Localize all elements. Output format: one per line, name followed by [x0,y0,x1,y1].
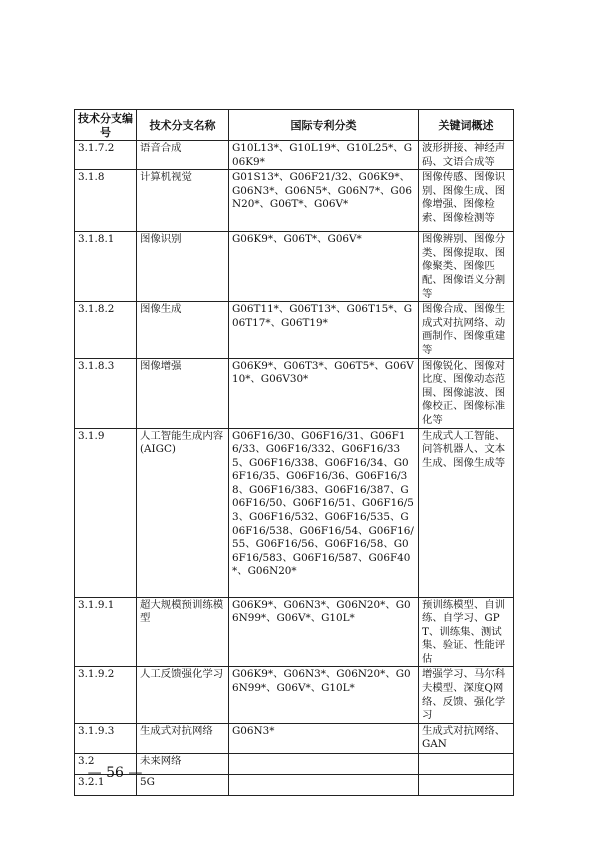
table-header-row [75,110,514,141]
cell-name: 生成式对抗网络 [137,723,229,753]
cell-code: 3.1.9.3 [75,723,137,753]
table-row [75,302,514,358]
cell-code: 3.1.8.1 [75,232,137,302]
patent-classification-table [74,109,514,796]
header-keywords: 关键词概述 [419,110,514,141]
cell-ipc: G06K9*、G06T3*、G06T5*、G06V10*、G06V30* [229,358,419,428]
cell-name: 图像生成 [137,302,229,358]
cell-ipc: G06K9*、G06N3*、G06N20*、G06N99*、G06V*、G10L* [229,667,419,723]
cell-name: 计算机视觉 [137,170,229,232]
table-row [75,141,514,170]
cell-code: 3.2.1 [75,774,137,795]
cell-name: 人工反馈强化学习 [137,667,229,723]
cell-keywords: 图像辨别、图像分类、图像提取、图像聚类、图像匹配、图像语义分割等 [419,232,514,302]
cell-ipc [229,774,419,795]
header-ipc: 国际专利分类 [229,110,419,141]
cell-ipc: G06K9*、G06N3*、G06N20*、G06N99*、G06V*、G10L* [229,597,419,667]
cell-ipc: G06F16/30、G06F16/31、G06F16/33、G06F16/332、G06F16/335、G06F16/338、G06F16/34、G06F16/35、G06F16/36、G06F16/38、G06F16/383、G06F16/387、G06F16/50、G06F16/51、G06F16/53、G06F16/532、G06F16/535、G06F16/538、G06F16/54、G06F16/55、G06F16/56、G06F16/58、G06F16/583、G06F16/587、G06F40*、G06N20* [229,428,419,597]
cell-code: 3.1.9.1 [75,597,137,667]
table-row [75,667,514,723]
table-row [75,428,514,597]
cell-name: 未来网络 [137,753,229,774]
cell-keywords: 图像传感、图像识别、图像生成、图像增强、图像检索、图像检测等 [419,170,514,232]
cell-code: 3.1.9.2 [75,667,137,723]
cell-code: 3.1.7.2 [75,141,137,170]
header-branch-code: 技术分支编号 [75,110,137,141]
cell-keywords [419,774,514,795]
cell-keywords: 波形拼接、神经声码、文语合成等 [419,141,514,170]
cell-code: 3.2 [75,753,137,774]
cell-code: 3.1.8.2 [75,302,137,358]
cell-ipc: G06N3* [229,723,419,753]
cell-name: 5G [137,774,229,795]
cell-name: 图像增强 [137,358,229,428]
cell-code: 3.1.9 [75,428,137,597]
cell-ipc: G01S13*、G06F21/32、G06K9*、G06N3*、G06N5*、G06N7*、G06N20*、G06T*、G06V* [229,170,419,232]
table-row [75,232,514,302]
table-row [75,597,514,667]
cell-name: 超大规模预训练模型 [137,597,229,667]
cell-ipc: G06K9*、G06T*、G06V* [229,232,419,302]
cell-ipc: G06T11*、G06T13*、G06T15*、G06T17*、G06T19* [229,302,419,358]
cell-keywords: 生成式人工智能、问答机器人、文本生成、图像生成等 [419,428,514,597]
cell-code: 3.1.8 [75,170,137,232]
cell-code: 3.1.8.3 [75,358,137,428]
cell-name: 人工智能生成内容(AIGC) [137,428,229,597]
cell-keywords: 生成式对抗网络、GAN [419,723,514,753]
table-row [75,358,514,428]
table-row [75,723,514,753]
table-row [75,170,514,232]
header-branch-name: 技术分支名称 [137,110,229,141]
cell-name: 图像识别 [137,232,229,302]
page-number: — 56 — [87,765,143,781]
cell-ipc: G10L13*、G10L19*、G10L25*、G06K9* [229,141,419,170]
cell-keywords: 图像锐化、图像对比度、图像动态范围、图像滤波、图像校正、图像标准化等 [419,358,514,428]
cell-keywords: 图像合成、图像生成式对抗网络、动画制作、图像重建等 [419,302,514,358]
cell-keywords: 增强学习、马尔科夫模型、深度Q网络、反馈、强化学习 [419,667,514,723]
cell-ipc [229,753,419,774]
cell-name: 语音合成 [137,141,229,170]
cell-keywords [419,753,514,774]
cell-keywords: 预训练模型、自训练、自学习、GPT、训练集、测试集、验证、性能评估 [419,597,514,667]
